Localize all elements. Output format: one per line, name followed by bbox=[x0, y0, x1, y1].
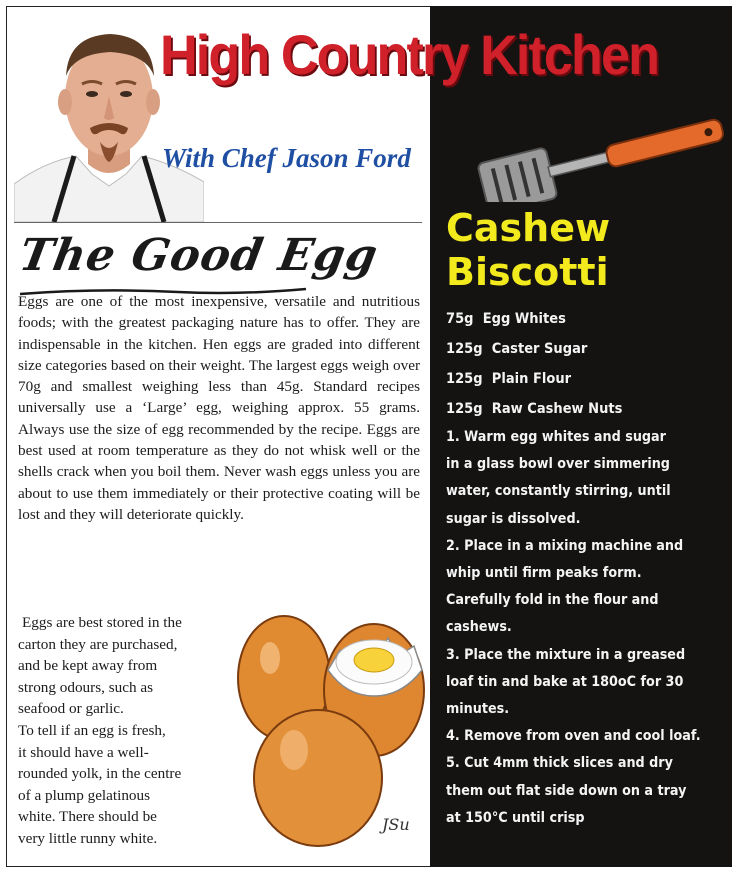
ingredient-item bbox=[446, 304, 622, 334]
storage-line: it should have a well- bbox=[18, 743, 149, 761]
ingredient-item bbox=[446, 364, 622, 394]
storage-line: very little runny white. bbox=[18, 829, 158, 847]
method-line: them out flat side down on a tray bbox=[446, 782, 687, 799]
storage-line: Eggs are best stored in the bbox=[22, 614, 182, 631]
illustration-signature: JSu bbox=[382, 815, 410, 834]
method-line: in a glass bowl over simmering bbox=[446, 456, 670, 473]
spatula-icon bbox=[470, 92, 732, 202]
ingredient-qty: 125g bbox=[446, 371, 483, 387]
storage-line: and be kept away from bbox=[18, 657, 158, 675]
ingredient-name: Raw Cashew Nuts bbox=[491, 401, 623, 417]
recipe-title bbox=[446, 206, 610, 294]
method-line: 4. Remove from oven and cool loaf. bbox=[446, 728, 701, 745]
eggs-illustration bbox=[232, 600, 428, 860]
method-line: cashews. bbox=[446, 619, 512, 636]
method-line: at 150°C until crisp bbox=[446, 809, 585, 826]
method-line: whip until firm peaks form. bbox=[446, 565, 642, 582]
method-line: sugar is dissolved. bbox=[446, 510, 581, 527]
header-divider bbox=[14, 222, 422, 223]
storage-line: To tell if an egg is fresh, bbox=[18, 721, 166, 739]
method-line: 5. Cut 4mm thick slices and dry bbox=[446, 755, 673, 772]
method-line: 1. Warm egg whites and sugar bbox=[446, 429, 666, 445]
recipe-title-line: Biscotti bbox=[446, 250, 609, 294]
subtitle: With Chef Jason Ford bbox=[162, 143, 411, 173]
ingredient-name: Egg Whites bbox=[482, 311, 566, 327]
storage-line: rounded yolk, in the centre bbox=[18, 765, 182, 783]
storage-line: white. There should be bbox=[18, 808, 157, 826]
ingredient-name: Caster Sugar bbox=[491, 341, 588, 357]
article-storage-text bbox=[18, 612, 226, 850]
method-line: minutes. bbox=[446, 701, 510, 718]
method-line: water, constantly stirring, until bbox=[446, 483, 671, 500]
ingredient-item bbox=[446, 334, 622, 364]
article-heading: The Good Egg bbox=[15, 230, 382, 281]
ingredient-qty: 125g bbox=[446, 401, 483, 417]
storage-line: strong odours, such as bbox=[18, 678, 153, 696]
method-line: Carefully fold in the flour and bbox=[446, 592, 659, 609]
ingredient-qty: 125g bbox=[446, 341, 483, 357]
storage-line: seafood or garlic. bbox=[18, 700, 124, 718]
storage-line: carton they are purchased, bbox=[18, 635, 178, 653]
method-line: loaf tin and bake at 180oC for 30 bbox=[446, 673, 684, 690]
storage-line: of a plump gelatinous bbox=[18, 786, 151, 804]
recipe-title-line: Cashew bbox=[446, 206, 611, 250]
article-intro: Eggs are one of the most inexpensive, versatile and nutritious foods; with the greatest packaging nature has to offer. They are indispensable in the kitchen. Hen eggs are graded into different size categories based on their weight. The largest eggs weigh over 70g and smallest weighing less than 45g. Standard recipes universally use a ‘Large’ egg, weighing approx. 55 grams. Always use the size of egg recommended by the recipe. Eggs are best used at room temperature as they do not whisk well or the shells crack when you boil them. Never wash eggs unless you are about to use them immediately or their protective coating will be lost and they will deteriorate quickly. bbox=[18, 293, 420, 523]
method-line: 2. Place in a mixing machine and bbox=[446, 537, 684, 554]
ingredient-item bbox=[446, 394, 622, 424]
method-steps bbox=[446, 424, 734, 832]
ingredient-name: Plain Flour bbox=[491, 371, 572, 387]
method-line: 3. Place the mixture in a greased bbox=[446, 646, 686, 663]
ingredients-list bbox=[446, 304, 622, 424]
page-title: High Country Kitchen bbox=[160, 23, 659, 86]
ingredient-qty: 75g bbox=[446, 311, 474, 327]
